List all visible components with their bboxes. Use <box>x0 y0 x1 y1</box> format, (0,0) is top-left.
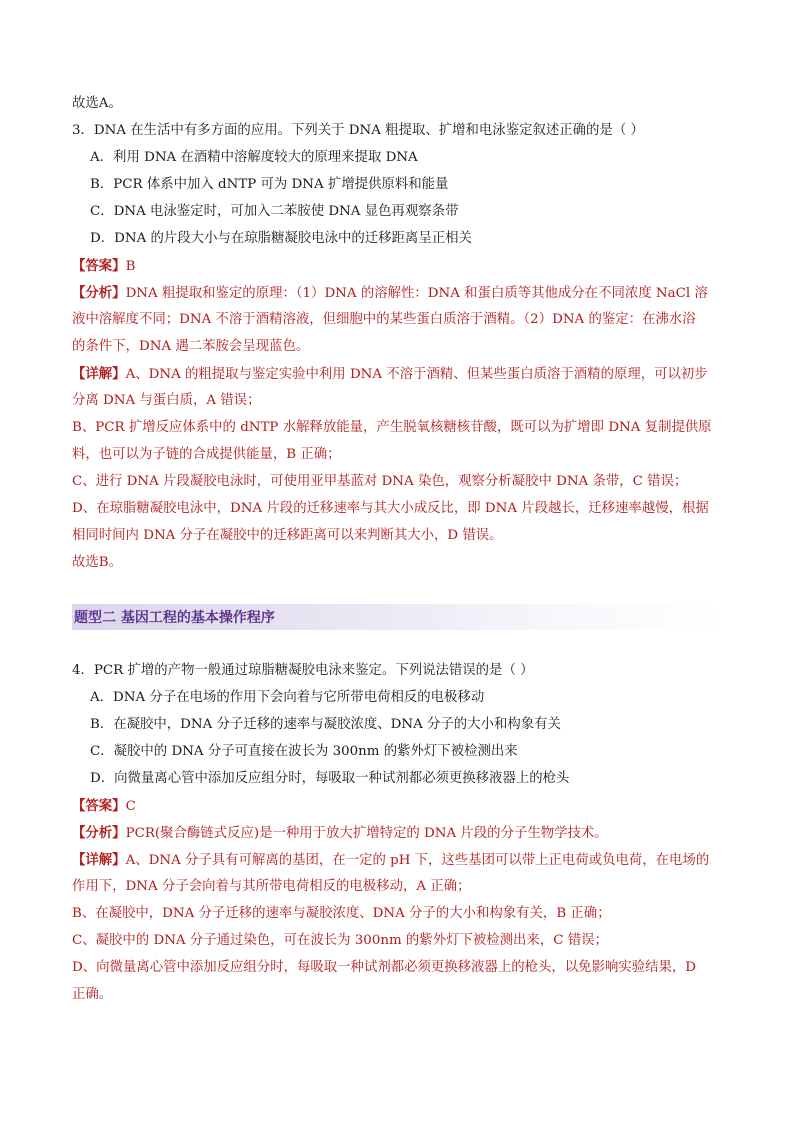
question-3-detail-line-1 <box>72 364 722 385</box>
question-4-answer <box>72 796 722 817</box>
question-3-detail-line-4: 料，也可以为子链的合成提供能量，B 正确； <box>72 447 341 462</box>
section-banner <box>72 604 722 630</box>
detail-tag: 【详解】 <box>72 852 126 868</box>
question-3-analysis-line-1 <box>72 283 722 304</box>
question-4-detail-line-6: 正确。 <box>72 987 113 1002</box>
question-3-option-b: B．PCR 体系中加入 dNTP 可为 DNA 扩增提供原料和能量 <box>90 177 449 192</box>
detail-text: A、DNA 的粗提取与鉴定实验中利用 DNA 不溶于酒精、但某些蛋白质溶于酒精的原理，可以初步 <box>125 367 708 382</box>
question-4-analysis-line-1 <box>72 823 722 844</box>
question-3-detail-line-2: 分离 DNA 与蛋白质，A 错误； <box>72 393 261 408</box>
question-4-detail-line-1 <box>72 850 722 871</box>
question-4-option-d: D．向微量离心管中添加反应组分时，每吸取一种试剂都必须更换移液器上的枪头 <box>90 771 570 786</box>
answer-tag: 【答案】 <box>72 258 126 274</box>
prev-conclusion: 故选A。 <box>72 96 122 111</box>
question-4-detail-line-2: 作用下，DNA 分子会向着与其所带电荷相反的电极移动，A 正确； <box>72 879 471 894</box>
question-3-option-c: C．DNA 电泳鉴定时，可加入二苯胺使 DNA 显色再观察条带 <box>90 204 459 219</box>
analysis-text: PCR(聚合酶链式反应)是一种用于放大扩增特定的 DNA 片段的分子生物学技术。 <box>125 826 608 841</box>
answer-tag: 【答案】 <box>72 798 126 814</box>
question-3-conclusion: 故选B。 <box>72 555 123 570</box>
question-3-option-a: A．利用 DNA 在酒精中溶解度较大的原理来提取 DNA <box>90 150 418 165</box>
question-4-detail-line-3: B、在凝胶中，DNA 分子迁移的速率与凝胶浓度、DNA 分子的大小和构象有关，B 正确； <box>72 906 611 921</box>
section-title: 题型二 基因工程的基本操作程序 <box>74 610 275 626</box>
question-3-detail-line-6: D、在琼脂糖凝胶电泳中，DNA 片段的迁移速率与其大小成反比，即 DNA 片段越长，迁移速率越慢，根据 <box>72 501 709 516</box>
detail-text: A、DNA 分子具有可解离的基团，在一定的 pH 下，这些基团可以带上正电荷或负电荷，在电场的 <box>125 853 710 868</box>
question-3-detail-line-5: C、进行 DNA 片段凝胶电泳时，可使用亚甲基蓝对 DNA 染色，观察分析凝胶中 DNA 条带，C 错误； <box>72 474 688 489</box>
answer-value: C <box>125 799 136 814</box>
question-4-stem: 4．PCR 扩增的产物一般通过琼脂糖凝胶电泳来鉴定。下列说法错误的是（ ） <box>72 663 534 678</box>
question-3-stem: 3．DNA 在生活中有多方面的应用。下列关于 DNA 粗提取、扩增和电泳鉴定叙述正确的是（ ） <box>72 123 644 138</box>
analysis-text: DNA 粗提取和鉴定的原理：（1）DNA 的溶解性：DNA 和蛋白质等其他成分在不同浓度 NaCl 溶 <box>125 286 708 301</box>
answer-value: B <box>125 259 136 274</box>
question-3-analysis-line-3: 的条件下，DNA 遇二苯胺会呈现蓝色。 <box>72 339 310 354</box>
question-4-detail-line-5: D、向微量离心管中添加反应组分时，每吸取一种试剂都必须更换移液器上的枪头，以免影响实验结果，D <box>72 960 697 975</box>
analysis-tag: 【分析】 <box>72 285 126 301</box>
question-4-detail-line-4: C、凝胶中的 DNA 分子通过染色，可在波长为 300nm 的紫外灯下被检测出来，C 错误； <box>72 933 608 948</box>
question-3-detail-line-7: 相同时间内 DNA 分子在凝胶中的迁移距离可以来判断其大小，D 错误。 <box>72 528 503 543</box>
question-3-option-d: D．DNA 的片段大小与在琼脂糖凝胶电泳中的迁移距离呈正相关 <box>90 231 472 246</box>
detail-tag: 【详解】 <box>72 366 126 382</box>
question-3-analysis-line-2: 液中溶解度不同；DNA 不溶于酒精溶液，但细胞中的某些蛋白质溶于酒精。（2）DNA 的鉴定：在沸水浴 <box>72 312 696 327</box>
question-4-option-b: B．在凝胶中，DNA 分子迁移的速率与凝胶浓度、DNA 分子的大小和构象有关 <box>90 717 561 732</box>
question-4-option-a: A．DNA 分子在电场的作用下会向着与它所带电荷相反的电极移动 <box>90 690 485 705</box>
analysis-tag: 【分析】 <box>72 825 126 841</box>
question-3-answer <box>72 256 722 277</box>
question-3-detail-line-3: B、PCR 扩增反应体系中的 dNTP 水解释放能量，产生脱氧核糖核苷酸，既可以为扩增即 DNA 复制提供原 <box>72 420 712 435</box>
question-4-option-c: C．凝胶中的 DNA 分子可直接在波长为 300nm 的紫外灯下被检测出来 <box>90 744 518 759</box>
